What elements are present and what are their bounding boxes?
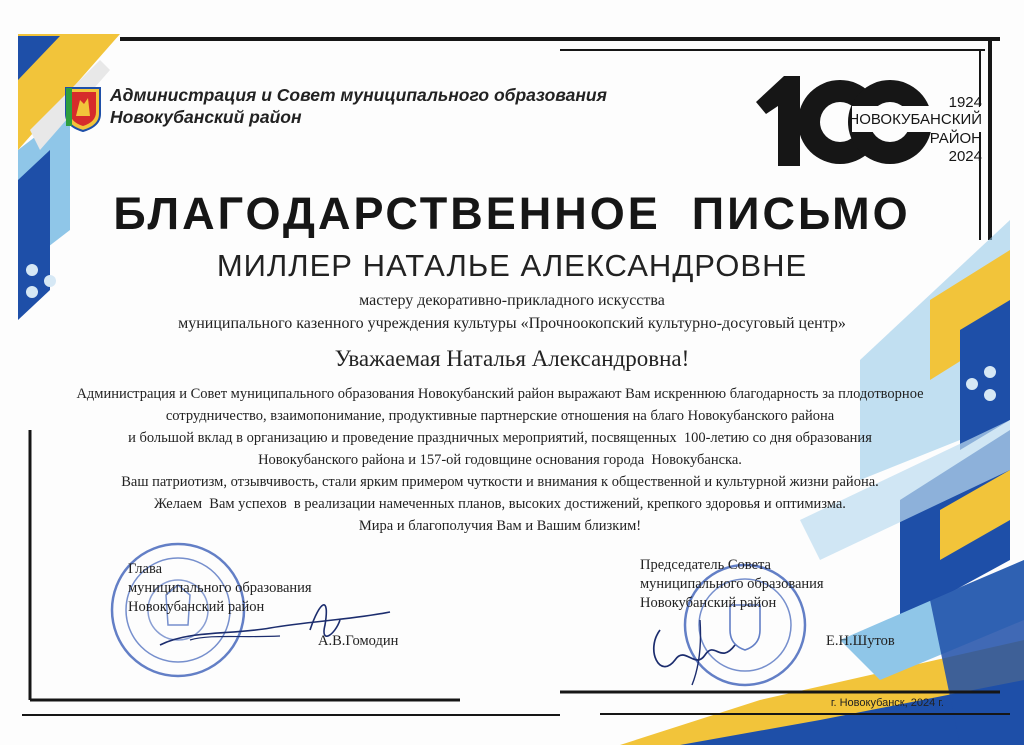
greeting: Уважаемая Наталья Александровна! — [334, 346, 690, 371]
anniversary-year-end: 2024 — [948, 148, 982, 165]
anniversary-district-line-1: НОВОКУБАНСКИЙ — [848, 111, 982, 128]
issuer-line-1: Администрация и Совет муниципального образования — [110, 85, 607, 105]
body-line: Мира и благополучия Вам и Вашим близким! — [358, 518, 642, 534]
document-title: БЛАГОДАРСТВЕННОЕ ПИСЬМО — [113, 188, 911, 239]
recipient-position-line-1: мастеру декоративно-прикладного искусства — [359, 292, 665, 309]
right-signature-icon — [640, 610, 760, 690]
issuer-header — [110, 84, 607, 128]
left-signatory-title-1: Глава — [128, 561, 163, 577]
anniversary-year-start: 1924 — [948, 94, 982, 111]
place-and-date: г. Новокубанск, 2024 г. — [830, 697, 944, 709]
left-signatory-title-3: Новокубанский район — [128, 599, 265, 615]
body-line: Желаем Вам успехов в реализации намеченных планов, высоких достижений, крепкого здоровья и оптимизма. — [154, 496, 846, 512]
district-crest-icon — [64, 86, 102, 132]
recipient-position-line-2: муниципального казенного учреждения культуры «Прочноокопский культурно-досуговый центр» — [178, 315, 846, 332]
recipient-name: МИЛЛЕР НАТАЛЬЕ АЛЕКСАНДРОВНЕ — [216, 248, 808, 283]
anniversary-logo — [756, 72, 996, 172]
body-line: Ваш патриотизм, отзывчивость, стали ярким примером чуткости и внимания к общественной и культурной жизни района. — [121, 474, 879, 490]
issuer-line-2: Новокубанский район — [110, 107, 302, 127]
right-signatory-name: Е.Н.Шутов — [826, 633, 895, 649]
left-signatory — [128, 560, 312, 617]
body-line: Новокубанского района и 157-ой годовщине основания города Новокубанска. — [258, 452, 742, 468]
left-signatory-name: А.В.Гомодин — [318, 633, 399, 649]
right-signatory — [640, 556, 824, 613]
right-signatory-title-2: муниципального образования — [640, 576, 824, 592]
right-signatory-title-3: Новокубанский район — [640, 595, 777, 611]
body-line: и большой вклад в организацию и проведение праздничных мероприятий, посвященных 100-летию со дня образования — [128, 430, 872, 446]
letter-body — [60, 383, 940, 537]
body-line: сотрудничество, взаимопонимание, продуктивные партнерские отношения на благо Новокубанского района — [165, 408, 835, 424]
anniversary-district-line-2: РАЙОН — [929, 130, 982, 147]
right-signatory-title-1: Председатель Совета — [640, 557, 771, 573]
left-signatory-title-2: муниципального образования — [128, 580, 312, 596]
body-line: Администрация и Совет муниципального образования Новокубанский район выражают Вам искреннюю благодарность за плодотворное — [76, 386, 924, 402]
